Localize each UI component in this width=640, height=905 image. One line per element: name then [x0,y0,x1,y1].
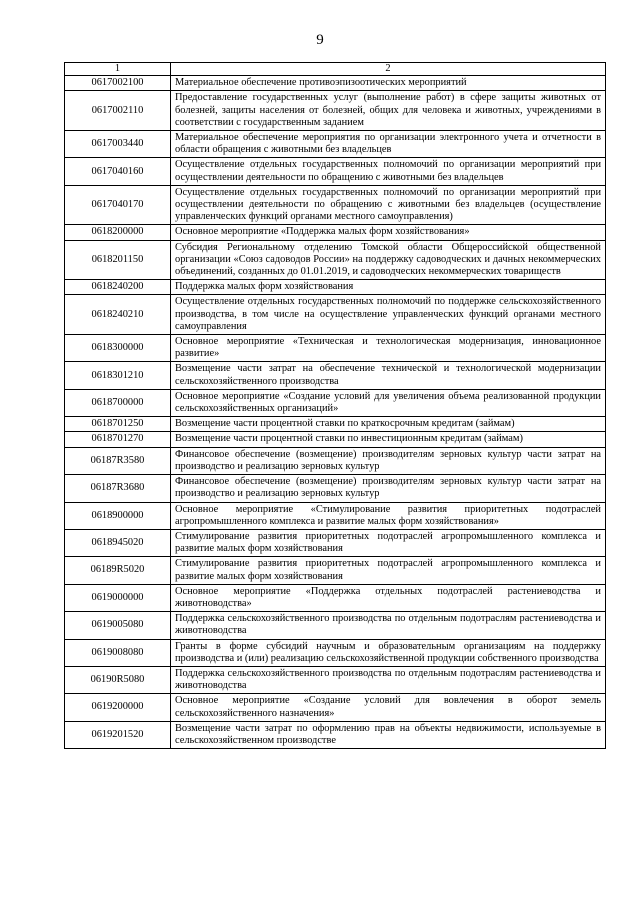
table-row [65,557,606,584]
row-description: Стимулирование развития приоритетных подотраслей агропромышленного комплекса и развитие малых форм хозяйствования [171,529,606,556]
row-description: Поддержка малых форм хозяйствования [171,280,606,295]
page-number: 9 [316,32,324,48]
row-description: Поддержка сельскохозяйственного производства по отдельным подотраслям растениеводства и животноводства [171,612,606,639]
table-row [65,225,606,240]
table-row [65,447,606,474]
row-description: Субсидия Региональному отделению Томской области Общероссийской общественной организации «Союз садоводов России» на поддержку садоводческих и дачных некоммерческих объединений, созданных до 01.01.2019, и садоводческих некоммерческих товариществ [171,240,606,280]
column-header-1: 1 [65,63,171,76]
table-row [65,185,606,225]
table-row [65,417,606,432]
row-description: Основное мероприятие «Техническая и технологическая модернизация, инновационное развитие» [171,335,606,362]
table-row [65,295,606,335]
table-row [65,666,606,693]
row-code: 0618700000 [65,389,171,416]
table-row [65,639,606,666]
budget-code-table [64,62,606,749]
table-row [65,502,606,529]
row-code: 0618240210 [65,295,171,335]
row-description: Финансовое обеспечение (возмещение) производителям зерновых культур части затрат на производство и реализацию зерновых культур [171,447,606,474]
table-body [65,76,606,749]
row-description: Предоставление государственных услуг (выполнение работ) в сфере защиты животных от болезней, защиты населения от болезней, общих для человека и животных, учреждениями в соответствии с государственным заданием [171,91,606,131]
row-code: 0619201520 [65,721,171,748]
row-code: 0619008080 [65,639,171,666]
row-description: Поддержка сельскохозяйственного производства по отдельным подотраслям растениеводства и животноводства [171,666,606,693]
table-row [65,612,606,639]
table-row [65,721,606,748]
row-code: 06190R5080 [65,666,171,693]
table-row [65,432,606,447]
row-description: Материальное обеспечение мероприятия по организации электронного учета и отчетности в области обращения с животными без владельцев [171,131,606,158]
table-row [65,91,606,131]
row-description: Возмещение части процентной ставки по инвестиционным кредитам (займам) [171,432,606,447]
row-description: Материальное обеспечение противоэпизоотических мероприятий [171,76,606,91]
row-code: 0618201150 [65,240,171,280]
row-code: 0617002110 [65,91,171,131]
row-code: 06187R3580 [65,447,171,474]
row-code: 0619005080 [65,612,171,639]
table-row [65,389,606,416]
table-header-row [65,63,606,76]
row-code: 0618900000 [65,502,171,529]
row-code: 06187R3680 [65,475,171,502]
table-row [65,362,606,389]
row-code: 0618301210 [65,362,171,389]
table-row [65,529,606,556]
row-code: 0618200000 [65,225,171,240]
row-description: Основное мероприятие «Создание условий для увеличения объема реализованной продукции сельскохозяйственных организаций» [171,389,606,416]
row-code: 0619200000 [65,694,171,721]
row-description: Осуществление отдельных государственных полномочий по организации мероприятий при осуществлении деятельности по обращению с животными без владельцев [171,158,606,185]
table-row [65,76,606,91]
table-row [65,158,606,185]
column-header-2: 2 [171,63,606,76]
row-code: 0618701270 [65,432,171,447]
row-description: Осуществление отдельных государственных полномочий по организации мероприятий при осуществлении деятельности по обращению с животными без владельцев (осуществление управленческих функций органами местного самоуправления) [171,185,606,225]
table-row [65,694,606,721]
table-row [65,240,606,280]
row-code: 0617003440 [65,131,171,158]
row-description: Возмещение части процентной ставки по краткосрочным кредитам (займам) [171,417,606,432]
row-description: Гранты в форме субсидий научным и образовательным организациям на поддержку производства и (или) реализацию сельскохозяйственной продукции собственного производства [171,639,606,666]
row-description: Основное мероприятие «Создание условий для вовлечения в оборот земель сельскохозяйственного назначения» [171,694,606,721]
table-row [65,280,606,295]
row-code: 0617040170 [65,185,171,225]
row-code: 0618945020 [65,529,171,556]
row-code: 0618240200 [65,280,171,295]
table-row [65,475,606,502]
table-row [65,335,606,362]
row-code: 0618701250 [65,417,171,432]
table-row [65,131,606,158]
table-row [65,584,606,611]
row-code: 0617002100 [65,76,171,91]
row-description: Возмещение части затрат по оформлению прав на объекты недвижимости, используемые в сельскохозяйственном производстве [171,721,606,748]
row-description: Основное мероприятие «Поддержка малых форм хозяйствования» [171,225,606,240]
row-description: Возмещение части затрат на обеспечение технической и технологической модернизации сельскохозяйственного производства [171,362,606,389]
row-code: 06189R5020 [65,557,171,584]
row-code: 0617040160 [65,158,171,185]
row-description: Основное мероприятие «Стимулирование развития приоритетных подотраслей агропромышленного комплекса и развитие малых форм хозяйствования» [171,502,606,529]
row-description: Стимулирование развития приоритетных подотраслей агропромышленного комплекса и развитие малых форм хозяйствования [171,557,606,584]
row-description: Финансовое обеспечение (возмещение) производителям зерновых культур части затрат на производство и реализацию зерновых культур [171,475,606,502]
row-description: Основное мероприятие «Поддержка отдельных подотраслей растениеводства и животноводства» [171,584,606,611]
row-description: Осуществление отдельных государственных полномочий по поддержке сельскохозяйственного производства, в том числе на осуществление управленческих функций органами местного самоуправления [171,295,606,335]
row-code: 0619000000 [65,584,171,611]
row-code: 0618300000 [65,335,171,362]
